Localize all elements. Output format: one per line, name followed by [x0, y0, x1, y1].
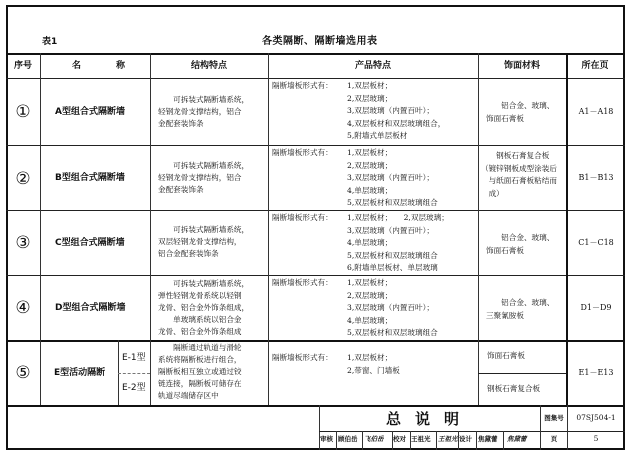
row-divider [6, 145, 625, 146]
product-item: 3,双层玻璃（内置百叶）； [347, 303, 434, 312]
col-line [268, 53, 269, 405]
material-line: 钢板石膏复合板 [487, 384, 541, 393]
page-ref: E1－E13 [578, 368, 614, 377]
row-number: ② [15, 169, 31, 189]
check-signature: 王祖光 [438, 435, 458, 443]
structure-line: 可拆装式隔断墙系统， [158, 161, 250, 170]
structure-line: 金配套装饰条 [158, 185, 204, 194]
material-line: 饰面石膏板 [486, 245, 524, 255]
row-name: C型组合式隔断墙 [55, 238, 125, 248]
col-header-product: 产品特点 [354, 61, 391, 71]
design-label: 设计 [459, 435, 472, 443]
tb-line [476, 431, 477, 450]
design-signature: 焦黛蕾 [507, 435, 527, 443]
material-line: 铝合金、玻璃、 [486, 298, 555, 307]
page-ref: A1－A18 [578, 107, 614, 116]
product-item: 6,附墙单层板材、单层玻璃 [347, 263, 438, 272]
material-line: 与纸面石膏板粘结而 [481, 176, 557, 185]
structure-line: 轻钢龙骨支撑结构，铝合 [158, 107, 242, 116]
col-line [478, 53, 479, 405]
material-line: 饰面石膏板 [487, 351, 525, 360]
structure-line: 轻钢龙骨支撑结构，铝合 [158, 173, 242, 182]
subtype-e1: E-1型 [122, 353, 146, 363]
col-line [40, 53, 41, 405]
structure-line: 隔断通过轨道与滑轮 [158, 343, 242, 352]
material-line: 成） [481, 188, 504, 198]
product-lead: 隔断墙板形式有： [272, 353, 333, 362]
row-number: ④ [15, 298, 31, 318]
check-label: 校对 [393, 435, 406, 443]
product-item: 2,双层玻璃； [347, 93, 393, 103]
product-item: 4,单层玻璃； [347, 238, 393, 247]
structure-line: 可拆装式隔断墙系统， [158, 279, 250, 288]
table-title: 各类隔断、隔断墙选用表 [262, 36, 378, 47]
material-split-line [478, 373, 566, 374]
product-lead: 隔断墙板形式有： [272, 81, 333, 90]
col-header-name-right: 称 [116, 61, 126, 71]
subtype-divider [118, 373, 150, 374]
structure-line: 系统将隔断板进行组合， [158, 355, 242, 364]
material-line: 钢板石膏复合板 [481, 151, 550, 160]
review-label: 审核 [320, 435, 333, 443]
structure-line: 双层轻钢龙骨支撑结构， [158, 237, 242, 246]
structure-line: 隔断板相互独立或通过铰 [158, 367, 242, 376]
product-item: 5,双层板材和双层玻璃组合 [347, 250, 438, 260]
row-divider [6, 275, 625, 276]
product-item: 4,单层玻璃； [347, 185, 393, 195]
product-item: 2,带窗、门墙板 [347, 365, 400, 375]
material-line: 饰面石膏板 [486, 113, 524, 123]
page-number: 5 [593, 434, 599, 443]
drawing-title: 总说明 [386, 410, 474, 428]
subtype-e2: E-2型 [122, 383, 146, 393]
row-name: E型活动隔断 [54, 368, 106, 378]
tb-line [362, 431, 363, 450]
structure-line: 弹性轻钢龙骨系统以轻钢 [158, 291, 242, 300]
product-item: 4,双层板材和双层玻璃组合， [347, 118, 446, 128]
product-item: 1,双层板材； [347, 353, 393, 362]
tb-line [336, 431, 337, 450]
structure-line: 可拆装式隔断墙系统， [158, 95, 250, 104]
col-line [150, 53, 151, 405]
review-name: 顾伯岳 [338, 435, 358, 443]
structure-line: 铝合金配套装饰条 [158, 249, 219, 258]
structure-line: 金配套装饰条 [158, 119, 204, 128]
check-name: 王祖光 [411, 435, 431, 443]
structure-line: 龙骨、铝合金外饰条组成 [158, 327, 242, 336]
page-ref: D1－D9 [580, 303, 612, 312]
row-name: A型组合式隔断墙 [55, 107, 125, 117]
product-item: 1,双层板材； [347, 148, 393, 157]
product-item: 3,双层玻璃（内置百叶）； [347, 173, 434, 182]
product-item: 2,双层玻璃； [347, 290, 393, 300]
structure-line: 龙骨、铝合金外饰条组成， [158, 303, 250, 312]
row-number: ③ [15, 233, 31, 253]
product-item: 2,双层玻璃； [347, 160, 393, 170]
tb-line [436, 431, 437, 450]
page-ref: C1－C18 [578, 238, 614, 247]
structure-line: 单玻璃系统以铝合金 [158, 315, 242, 324]
product-item: 1,双层板材； [347, 81, 393, 90]
product-lead: 隔断墙板形式有： [272, 278, 333, 287]
col-header-material: 饰面材料 [503, 61, 540, 71]
structure-line: 链连接，隔断板可储存在 [158, 379, 242, 388]
product-item: 5,附墙式单层板材 [347, 131, 408, 140]
col-header-page: 所在页 [581, 61, 609, 71]
review-signature: 飞伯岳 [364, 435, 384, 443]
atlas-label: 图集号 [544, 414, 564, 422]
design-name: 焦黛蕾 [478, 435, 498, 443]
product-item: 3,双层玻璃（内置百叶）； [347, 225, 434, 235]
product-item: 5,双层板材和双层玻璃组合 [347, 328, 438, 337]
col-header-structure: 结构特点 [190, 61, 227, 71]
product-item: 1,双层板材； [347, 278, 393, 287]
product-lead: 隔断墙板形式有： [272, 213, 333, 222]
material-line: （镀锌钢板成型涂装后 [481, 163, 557, 173]
product-item: 5,双层板材和双层玻璃组合 [347, 198, 438, 207]
row-number: ⑤ [15, 363, 31, 383]
product-lead: 隔断墙板形式有： [272, 148, 333, 157]
page-label: 页 [550, 435, 558, 443]
col-header-no: 序号 [13, 61, 32, 71]
row-name: B型组合式隔断墙 [55, 173, 125, 183]
table-bottom [6, 405, 625, 407]
tb-line [319, 431, 625, 432]
material-line: 铝合金、玻璃、 [486, 233, 555, 242]
product-item: 1,双层板材； 2,双层玻璃； [347, 213, 449, 222]
page-ref: B1－B13 [578, 173, 614, 182]
row-number: ① [15, 102, 31, 122]
row-divider [6, 210, 625, 211]
header-divider [6, 78, 625, 79]
col-header-name-left: 名 [72, 61, 82, 71]
product-item: 4,单层玻璃； [347, 315, 393, 325]
product-item: 3,双层玻璃（内置百叶）； [347, 106, 434, 115]
atlas-number: 07SJ504-1 [576, 413, 616, 422]
material-line: 三聚氰胺板 [486, 310, 524, 320]
tb-line [503, 431, 504, 450]
row-name: D型组合式隔断墙 [55, 303, 126, 313]
structure-line: 可拆装式隔断墙系统， [158, 225, 250, 234]
structure-line: 轨道尽端储存区中 [158, 391, 219, 400]
table-label: 表1 [42, 37, 58, 47]
title-divider [6, 53, 625, 55]
row-divider [6, 340, 625, 342]
material-line: 铝合金、玻璃、 [486, 101, 555, 110]
